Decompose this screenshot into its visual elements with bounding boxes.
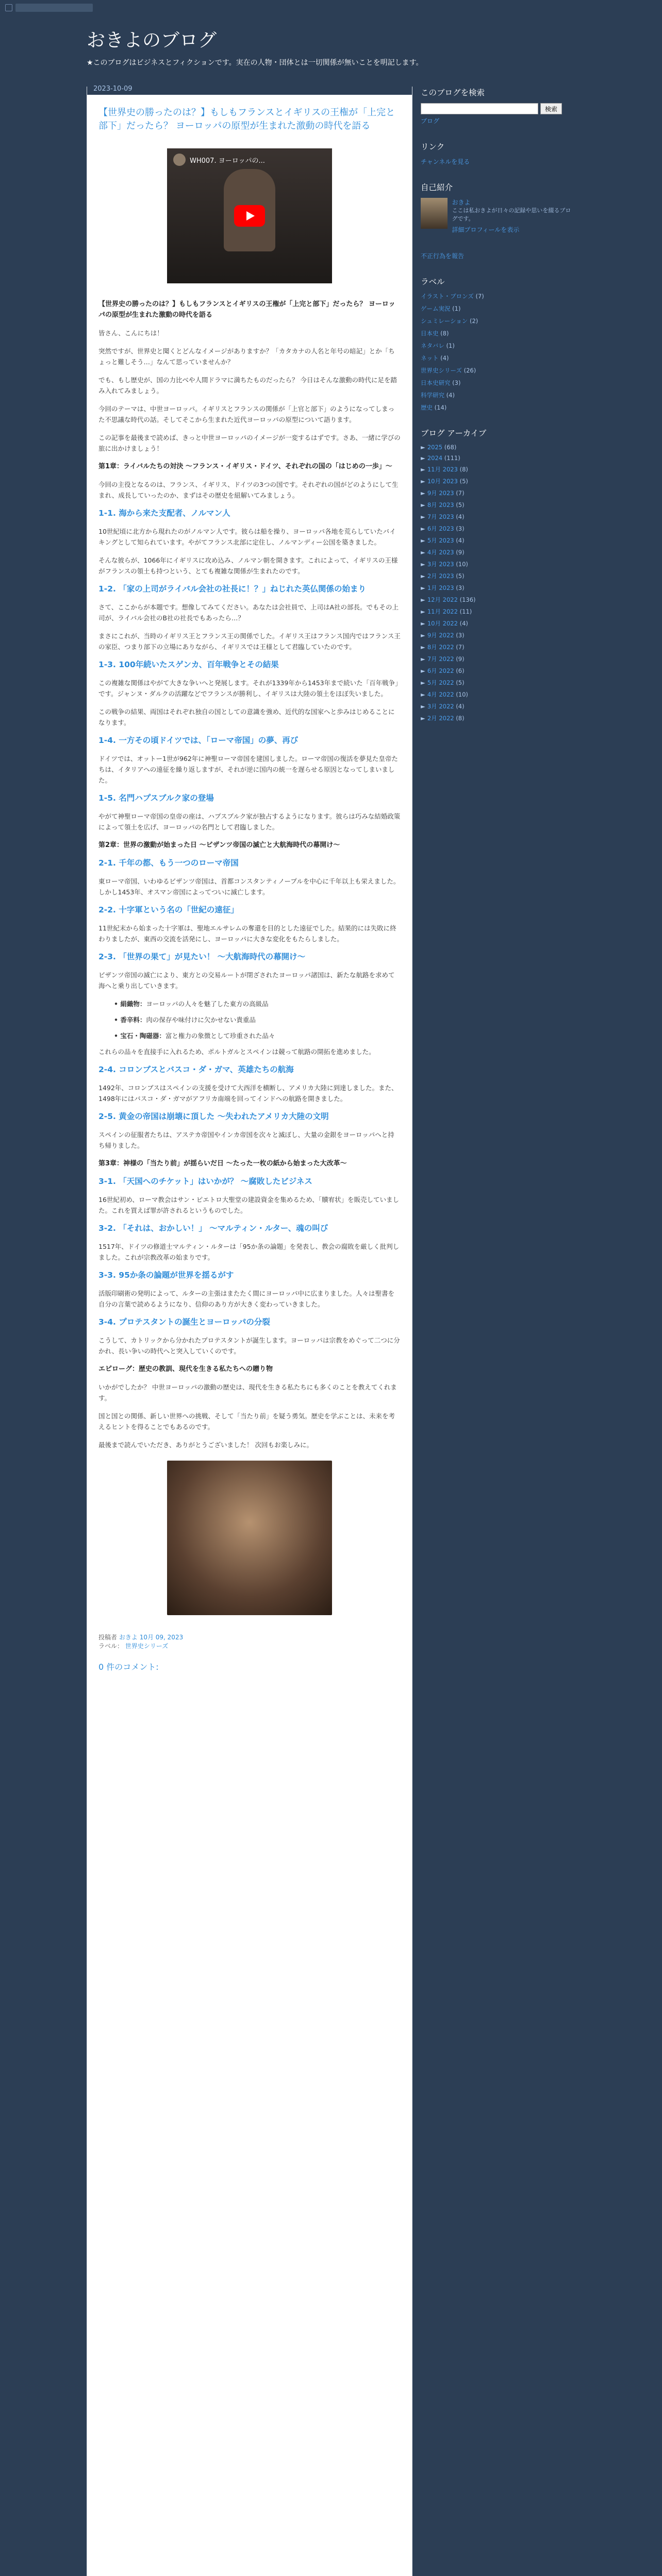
labels-title: ラベル — [421, 277, 445, 286]
archive-name[interactable]: 3月 2022 — [427, 703, 456, 710]
archive-count: (7) — [456, 489, 465, 497]
archive-count: (5) — [456, 679, 465, 686]
paragraph: 1517年、ドイツの修道士マルティン・ルターは「95か条の論題」を発表し、教会の腐敗を厳しく批判しました。これが宗教改革の始まりです。 — [98, 1243, 400, 1261]
section-heading: 3-1. 「天国へのチケット」はいかが？ 〜腐敗したビジネス — [98, 1177, 312, 1186]
archive-item[interactable] — [421, 477, 575, 485]
search-blog-link[interactable]: ブログ — [421, 117, 440, 125]
label-count: (1) — [446, 342, 455, 349]
archive-count: (3) — [456, 525, 465, 532]
archive-item[interactable] — [421, 489, 575, 497]
label-name[interactable]: 世界史シリーズ — [421, 367, 464, 374]
archive-name[interactable]: 4月 2022 — [427, 691, 456, 698]
label-item[interactable] — [421, 366, 575, 375]
label-count: (4) — [446, 392, 455, 399]
youtube-embed[interactable] — [167, 148, 332, 283]
archive-count: (9) — [456, 655, 465, 663]
section-heading: 1-2. 「家の上司がライバル会社の社長に！？」ねじれた英仏関係の始まり — [98, 584, 367, 594]
expand-triangle-icon[interactable]: ► — [421, 454, 425, 462]
archive-count: (10) — [456, 691, 468, 698]
archive-name[interactable]: 12月 2022 — [427, 596, 460, 603]
label-item[interactable] — [421, 342, 575, 350]
expand-triangle-icon[interactable]: ► — [421, 632, 425, 639]
archive-name[interactable]: 3月 2023 — [427, 561, 456, 568]
archive-name[interactable]: 4月 2023 — [427, 549, 456, 556]
posted-by-label: 投稿者 — [98, 1634, 118, 1641]
bullet-text: 肉の保存や味付けに欠かせない貴重品 — [146, 1016, 256, 1024]
bullet-item — [114, 1030, 401, 1041]
sidebar — [421, 87, 575, 738]
archive-item[interactable] — [421, 619, 575, 628]
archive-count: (3) — [456, 584, 465, 591]
label-name[interactable]: 日本史研究 — [421, 379, 453, 386]
archive-name[interactable]: 8月 2023 — [427, 501, 456, 509]
archive-count: (10) — [456, 561, 468, 568]
paragraph: 皆さん、こんにちは！ — [98, 329, 163, 337]
paragraph: 今回の主役となるのは、フランス、イギリス、ドイツの3つの国です。それぞれの国がどのようにして生まれ、成長していったのか、まずはその歴史を紐解いてみましょう。 — [98, 481, 399, 499]
section-heading: 2-3. 「世界の果て」が見たい！ 〜大航海時代の幕開け〜 — [98, 952, 306, 961]
section-heading: 3-4. プロテスタントの誕生とヨーロッパの分裂 — [98, 1317, 270, 1327]
label-item[interactable] — [421, 317, 575, 325]
archive-item[interactable] — [421, 631, 575, 639]
archive-item[interactable] — [421, 714, 575, 722]
search-widget-title: このブログを検索 — [421, 88, 485, 97]
main-column — [87, 87, 412, 2576]
archive-count: (11) — [459, 608, 472, 615]
links-widget — [421, 141, 575, 166]
archive-name[interactable]: 2月 2023 — [427, 572, 456, 580]
archive-item[interactable] — [421, 501, 575, 509]
section-heading: 2-2. 十字軍という名の「世紀の遠征」 — [98, 905, 239, 914]
expand-triangle-icon[interactable]: ► — [421, 561, 425, 568]
archive-count: (5) — [456, 572, 465, 580]
expand-triangle-icon[interactable]: ► — [421, 620, 425, 627]
archive-list — [421, 444, 575, 722]
archive-count: (4) — [456, 537, 465, 544]
expand-triangle-icon[interactable]: ► — [421, 489, 425, 497]
archive-name[interactable]: 6月 2022 — [427, 667, 456, 674]
archive-item[interactable] — [421, 524, 575, 533]
links-title: リンク — [421, 142, 445, 151]
label-name[interactable]: ネタバレ — [421, 342, 446, 349]
portrait-image — [167, 1461, 332, 1615]
blog-description: ★このブログはビジネスとフィクションです。実在の人物・団体とは一切関係が無いことを明記します。 — [87, 59, 423, 67]
archive-name[interactable]: 11月 2022 — [427, 608, 460, 615]
paragraph: 国と国との関係、新しい世界への挑戦、そして「当たり前」を疑う勇気。歴史を学ぶことは、未来を考えるヒントを得ることでもあるのです。 — [98, 1412, 395, 1431]
archive-count: (4) — [456, 513, 465, 520]
section-heading: 1-3. 100年続いたスゲンカ、百年戦争とその結果 — [98, 660, 279, 669]
post — [87, 97, 412, 1633]
paragraph: こうして、カトリックから分かれたプロテスタントが誕生します。ヨーロッパは宗教をめぐって二つに分かれ、長い争いの時代へと突入していくのです。 — [98, 1336, 400, 1355]
archive-name[interactable]: 8月 2022 — [427, 643, 456, 651]
label-count: (1) — [452, 305, 461, 312]
archive-count: (5) — [459, 478, 468, 485]
expand-triangle-icon[interactable]: ► — [421, 444, 425, 451]
archive-title: ブログ アーカイブ — [421, 429, 487, 438]
expand-triangle-icon[interactable]: ► — [421, 715, 425, 722]
post-label-link[interactable]: 世界史シリーズ — [125, 1642, 169, 1650]
expand-triangle-icon[interactable]: ► — [421, 596, 425, 603]
label-item[interactable] — [421, 379, 575, 387]
archive-count: (4) — [459, 620, 468, 627]
paragraph: でも、もし歴史が、国の力比べや人間ドラマに満ちたものだったら？ 今日はそんな激動の時代に足を踏み入れてみましょう。 — [98, 376, 397, 395]
paragraph: これらの品々を直接手に入れるため、ポルトガルとスペインは競って航路の開拓を進めました。 — [98, 1048, 375, 1056]
archive-item[interactable] — [421, 513, 575, 521]
archive-item[interactable] — [421, 655, 575, 663]
label-name[interactable]: 科学研究 — [421, 392, 446, 399]
profile-widget — [421, 181, 575, 236]
archive-count: (7) — [456, 643, 465, 651]
archive-item[interactable] — [421, 667, 575, 675]
archive-item[interactable] — [421, 560, 575, 568]
paragraph: 16世紀初め、ローマ教会はサン・ピエトロ大聖堂の建設資金を集めるため、「贖宥状」を販売していました。これを買えば罪が許されるというものでした。 — [98, 1196, 400, 1214]
section-heading: 1-5. 名門ハプスブルク家の登場 — [98, 793, 214, 803]
section-heading: 1-1. 海から来た支配者、ノルマン人 — [98, 509, 230, 518]
archive-widget — [421, 427, 575, 722]
archive-item[interactable] — [421, 454, 575, 462]
label-count: (7) — [475, 293, 484, 300]
labels-prefix: ラベル： — [98, 1642, 124, 1650]
archive-item[interactable] — [421, 536, 575, 545]
paragraph: やがて神聖ローマ帝国の皇帝の座は、ハプスブルク家が独占するようになります。彼らは巧みな結婚政策によって領土を広げ、ヨーロッパの名門として君臨しました。 — [98, 812, 401, 831]
archive-item[interactable] — [421, 596, 575, 604]
search-widget — [421, 87, 575, 125]
archive-count: (6) — [456, 667, 465, 674]
comments-heading: 0 件のコメント: — [98, 1662, 159, 1672]
paragraph: まさにこれが、当時のイギリス王とフランス王の関係でした。イギリス王はフランス国内ではフランス王の家臣、つまり部下の立場にありながら、イギリスでは王様として君臨していたのです。 — [98, 632, 401, 651]
archive-name[interactable]: 5月 2023 — [427, 537, 456, 544]
archive-count: (8) — [456, 715, 465, 722]
archive-count: (3) — [456, 632, 465, 639]
archive-item[interactable] — [421, 702, 575, 710]
archive-count: (68) — [444, 444, 457, 451]
paragraph: 10世紀頃に北方から現れたのがノルマン人です。彼らは船を操り、ヨーロッパ各地を荒らしていたバイキングとして知られています。やがてフランス北部に定住し、ノルマンディー公国を築きました。 — [98, 528, 396, 546]
label-name[interactable]: ネット — [421, 354, 441, 362]
archive-item[interactable] — [421, 690, 575, 699]
paragraph: 東ローマ帝国、いわゆるビザンツ帝国は、首都コンスタンティノープルを中心に千年以上も栄えました。しかし1453年、オスマン帝国によってついに滅亡します。 — [98, 877, 400, 896]
expand-triangle-icon[interactable]: ► — [421, 501, 425, 509]
video-header — [173, 154, 265, 166]
bullet-title: • 宝石・陶磁器： — [114, 1032, 166, 1040]
report-widget — [421, 251, 575, 260]
archive-item[interactable] — [421, 679, 575, 687]
archive-name[interactable]: 9月 2022 — [427, 632, 456, 639]
paragraph: ドイツでは、オットー1世が962年に神聖ローマ帝国を建国しました。ローマ帝国の復活を夢見た皇帝たちは、イタリアへの遠征を繰り返しますが、それが逆に国内の統一を遅らせる原因となってしまいました。 — [98, 755, 398, 784]
blog-header — [87, 26, 582, 67]
label-item[interactable] — [421, 354, 575, 362]
chapter-heading: 第2章：世界の激動が始まった日 〜ビザンツ帝国の滅亡と大航海時代の幕開け〜 — [98, 841, 340, 849]
navbar-search-input[interactable] — [15, 4, 93, 12]
section-heading: 1-4. 一方その頃ドイツでは、「ローマ帝国」の夢、再び — [98, 736, 299, 745]
paragraph: 活版印刷術の発明によって、ルターの主張はまたたく間にヨーロッパ中に広まりました。人々は聖書を自分の言葉で読めるようになり、信仰のあり方が大きく変わっていきました。 — [98, 1290, 395, 1308]
expand-triangle-icon[interactable]: ► — [421, 643, 425, 651]
profile-link[interactable]: 詳細プロフィールを表示 — [452, 226, 520, 233]
profile-name[interactable]: おきよ — [452, 199, 471, 206]
expand-triangle-icon[interactable]: ► — [421, 608, 425, 615]
paragraph: さて、ここからが本題です。想像してみてください。あなたは会社員で、上司はA社の部長。でもその上司が、ライバル会社のB社の社長でもあったら…？ — [98, 603, 399, 622]
archive-item[interactable] — [421, 643, 575, 651]
archive-name[interactable]: 2025 — [427, 444, 444, 451]
archive-name[interactable]: 11月 2023 — [427, 466, 460, 473]
label-name[interactable]: 日本史 — [421, 330, 441, 337]
archive-name[interactable]: 7月 2022 — [427, 655, 456, 663]
expand-triangle-icon[interactable]: ► — [421, 667, 425, 674]
post-body — [98, 299, 401, 1615]
label-item[interactable] — [421, 329, 575, 337]
profile-description: ここは私おきよが日々の記録や思いを綴るブログです。 — [452, 207, 571, 222]
archive-name[interactable]: 6月 2023 — [427, 525, 456, 532]
blog-title[interactable]: おきよのブログ — [87, 29, 217, 50]
post-sections-part2 — [98, 1046, 401, 1450]
archive-count: (8) — [459, 466, 468, 473]
paragraph: この複雑な関係はやがて大きな争いへと発展します。それが1339年から1453年まで続いた「百年戦争」です。ジャンヌ・ダルクの活躍などでフランスが勝利し、イギリスは大陸の領土をほぼ失いました。 — [98, 679, 399, 698]
search-button[interactable]: 検索 — [540, 103, 562, 114]
archive-count: (5) — [456, 501, 465, 509]
chapter-heading: 第3章：神様の「当たり前」が揺らいだ日 〜たった一枚の紙から始まった大改革〜 — [98, 1160, 347, 1167]
post-date-header: 2023-10-09 — [87, 85, 412, 95]
profile-avatar[interactable] — [421, 198, 448, 229]
expand-triangle-icon[interactable]: ► — [421, 537, 425, 544]
report-abuse-link[interactable]: 不正行為を報告 — [421, 252, 465, 260]
paragraph: 最後まで読んでいただき、ありがとうございました！ 次回もお楽しみに。 — [98, 1441, 313, 1449]
label-item[interactable] — [421, 304, 575, 313]
label-count: (26) — [464, 367, 476, 374]
label-item[interactable] — [421, 403, 575, 412]
post-footer — [87, 1633, 412, 1655]
paragraph: 今回のテーマは、中世ヨーロッパ。イギリスとフランスの関係が「上官と部下」のようになってしまった不思議な時代の話。そしてそこから生まれた近代ヨーロッパの原型について語ります。 — [98, 405, 395, 423]
label-count: (8) — [440, 330, 449, 337]
expand-triangle-icon[interactable]: ► — [421, 703, 425, 710]
label-name[interactable]: シュミレーション — [421, 317, 470, 325]
archive-item[interactable] — [421, 548, 575, 556]
paragraph: スペインの征服者たちは、アステカ帝国やインカ帝国を次々と滅ぼし、大量の金銀をヨーロッパへと持ち帰りました。 — [98, 1131, 394, 1149]
video-title[interactable]: WH007. ヨーロッパの... — [190, 157, 265, 165]
post-timestamp[interactable]: 10月 09, 2023 — [139, 1634, 184, 1641]
chapter-heading: 第1章：ライバルたちの対決 〜フランス・イギリス・ドイツ、それぞれの国の「はじめの一歩」〜 — [98, 463, 392, 470]
label-name[interactable]: イラスト・ブロンズ — [421, 293, 476, 300]
bullet-item — [114, 1014, 401, 1025]
expand-triangle-icon[interactable]: ► — [421, 525, 425, 532]
channel-link[interactable]: チャンネルを見る — [421, 158, 470, 165]
paragraph: いかがでしたか？ 中世ヨーロッパの激動の歴史は、現代を生きる私たちにも多くのことを教えてくれます。 — [98, 1383, 397, 1402]
archive-name[interactable]: 9月 2023 — [427, 489, 456, 497]
paragraph: 11世紀末から始まった十字軍は、聖地エルサレムの奪還を目的とした遠征でした。結果的には失敗に終わりましたが、東西の交流を活発にし、ヨーロッパに大きな変化をもたらしました。 — [98, 924, 396, 943]
label-item[interactable] — [421, 292, 575, 300]
post-heading: 【世界史の勝ったのは？】もしもフランスとイギリスの王権が「上完と部下」だったら？ ヨーロッパの原型が生まれた激動の時代を語る — [98, 300, 395, 319]
search-input[interactable] — [421, 103, 538, 114]
archive-name[interactable]: 7月 2023 — [427, 513, 456, 520]
expand-triangle-icon[interactable]: ► — [421, 691, 425, 698]
label-count: (2) — [469, 317, 478, 325]
section-heading: 3-3. 95か条の論題が世界を揺るがす — [98, 1270, 234, 1280]
expand-triangle-icon[interactable]: ► — [421, 478, 425, 485]
label-count: (3) — [452, 379, 461, 386]
author-link[interactable]: おきよ — [119, 1634, 138, 1641]
expand-triangle-icon[interactable]: ► — [421, 679, 425, 686]
expand-triangle-icon[interactable]: ► — [421, 549, 425, 556]
play-button-icon[interactable] — [234, 205, 265, 227]
labels-list — [421, 292, 575, 412]
archive-item[interactable] — [421, 607, 575, 616]
paragraph: ビザンツ帝国の滅亡により、東方との交易ルートが閉ざされたヨーロッパ諸国は、新たな航路を求めて海へと乗り出していきます。 — [98, 971, 395, 990]
channel-avatar[interactable] — [173, 154, 186, 166]
blogger-logo-icon[interactable] — [5, 4, 12, 11]
bullet-title: • 香辛料： — [114, 1016, 146, 1024]
archive-name[interactable]: 10月 2023 — [427, 478, 460, 485]
bullet-item — [114, 998, 401, 1009]
post-title[interactable]: 【世界史の勝ったのは？】もしもフランスとイギリスの王権が「上完と部下」だったら？ ヨーロッパの原型が生まれた激動の時代を語る — [98, 107, 395, 131]
bullet-text: 富と権力の象徴として珍重された品々 — [165, 1032, 275, 1040]
label-count: (4) — [440, 354, 449, 362]
archive-item[interactable] — [421, 572, 575, 580]
blogger-navbar — [0, 0, 662, 15]
section-heading: 2-1. 千年の都、もう一つのローマ帝国 — [98, 858, 239, 868]
paragraph: 1492年、コロンブスはスペインの支援を受けて大西洋を横断し、アメリカ大陸に到達しました。また、1498年にはバスコ・ダ・ガマがアフリカ南端を回ってインドへの航路を開きました。 — [98, 1084, 398, 1103]
label-name[interactable]: 歴史 — [421, 404, 435, 411]
archive-item[interactable] — [421, 584, 575, 592]
bullet-list — [98, 998, 401, 1041]
section-heading: 3-2. 「それは、おかしい！」 〜マルティン・ルター、魂の叫び — [98, 1224, 328, 1233]
bullet-title: • 絹織物： — [114, 1000, 146, 1008]
post-sections-part1 — [98, 328, 401, 991]
labels-widget — [421, 276, 575, 412]
paragraph: そんな彼らが、1066年にイギリスに攻め込み、ノルマン朝を開きます。これによって、イギリスの王様がフランスの領土も持つという、とても複雑な関係が生まれたのです。 — [98, 556, 398, 575]
archive-item[interactable] — [421, 465, 575, 473]
section-heading: 2-4. コロンブスとバスコ・ダ・ガマ、英雄たちの航海 — [98, 1065, 294, 1074]
archive-name[interactable]: 10月 2022 — [427, 620, 460, 627]
label-item[interactable] — [421, 391, 575, 399]
paragraph: この記事を最後まで読めば、きっと中世ヨーロッパのイメージが一変するはずです。さあ、一緒に学びの旅に出かけましょう！ — [98, 434, 401, 452]
expand-triangle-icon[interactable]: ► — [421, 655, 425, 663]
expand-triangle-icon[interactable]: ► — [421, 513, 425, 520]
profile-title: 自己紹介 — [421, 183, 453, 192]
archive-item[interactable] — [421, 444, 575, 451]
archive-count: (111) — [444, 454, 460, 462]
archive-count: (136) — [459, 596, 476, 603]
archive-name[interactable]: 1月 2023 — [427, 584, 456, 591]
chapter-heading: エピローグ：歴史の教訓、現代を生きる私たちへの贈り物 — [98, 1365, 273, 1373]
section-heading: 2-5. 黄金の帝国は崩壊に頂した 〜失われたアメリカ大陸の文明 — [98, 1112, 329, 1121]
expand-triangle-icon[interactable]: ► — [421, 572, 425, 580]
archive-name[interactable]: 2月 2022 — [427, 715, 456, 722]
expand-triangle-icon[interactable]: ► — [421, 466, 425, 473]
archive-name[interactable]: 2024 — [427, 454, 444, 462]
archive-count: (9) — [456, 549, 465, 556]
label-count: (14) — [434, 404, 447, 411]
paragraph: この戦争の結果、両国はそれぞれ独自の国としての意識を強め、近代的な国家へと歩みはじめることになります。 — [98, 708, 395, 726]
paragraph: 突然ですが、世界史と聞くとどんなイメージがありますか？「カタカナの人名と年号の暗記」とか「ちょっと難しそう…」なんて思っていませんか？ — [98, 347, 395, 366]
expand-triangle-icon[interactable]: ► — [421, 584, 425, 591]
archive-count: (4) — [456, 703, 465, 710]
bullet-text: ヨーロッパの人々を魅了した東方の高級品 — [146, 1000, 269, 1008]
archive-name[interactable]: 5月 2022 — [427, 679, 456, 686]
label-name[interactable]: ゲーム実況 — [421, 305, 453, 312]
